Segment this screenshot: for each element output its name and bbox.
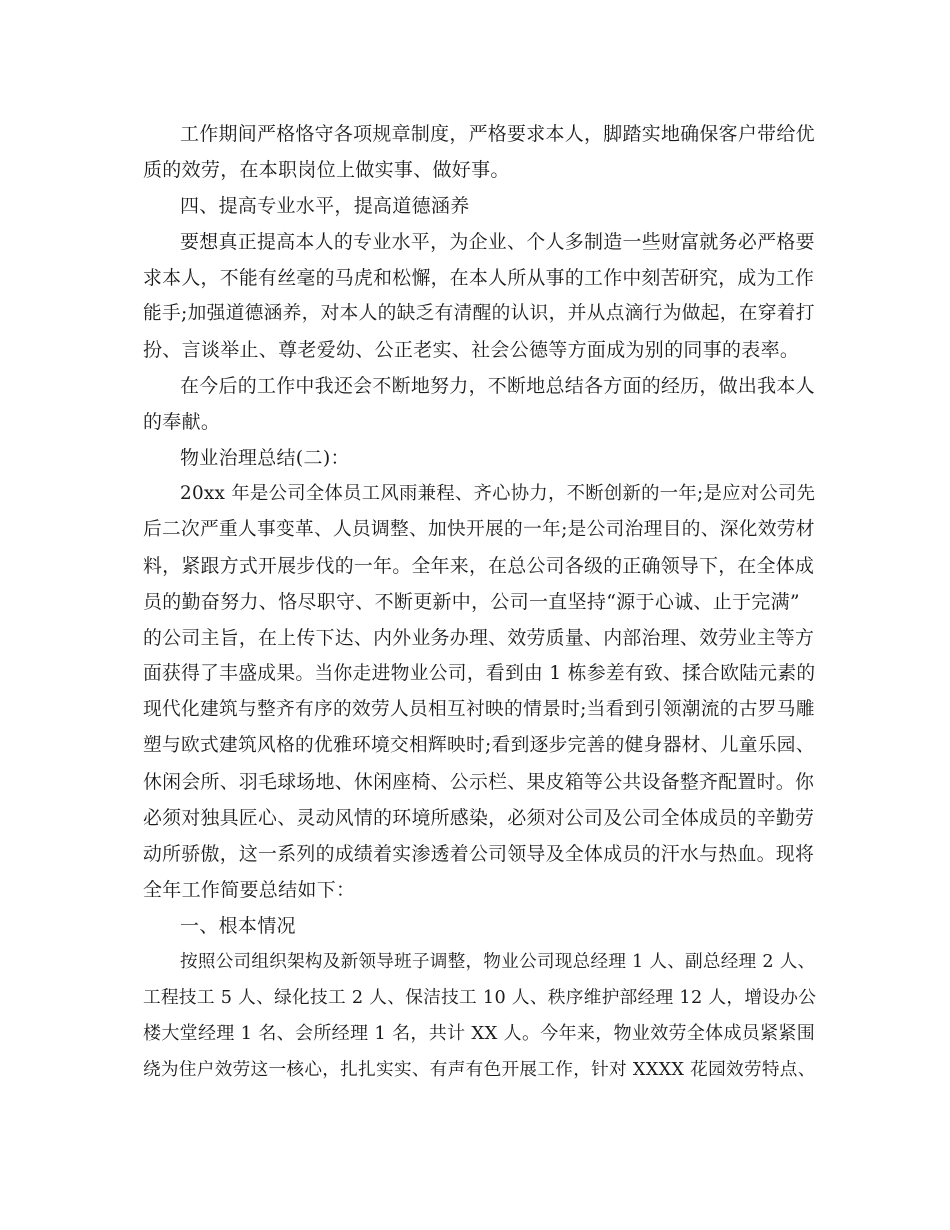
section-heading: 四、提高专业水平，提高道德涵养: [180, 195, 470, 217]
paragraph-line: 塑与欧式建筑风格的优雅环境交相辉映时;看到逐步完善的健身器材、儿童乐园、: [143, 735, 815, 756]
paragraph-line: 的奉献。: [143, 411, 221, 433]
paragraph-line: 楼大堂经理 1 名、会所经理 1 名，共计 XX 人。今年来，物业效劳全体成员紧紧围: [143, 1023, 816, 1044]
paragraph-line: 扮、言谈举止、尊老爱幼、公正老实、社会公德等方面成为别的同事的表率。: [143, 339, 800, 361]
paragraph-line: 面获得了丰盛成果。当你走进物业公司，看到由 1 栋参差有致、揉合欧陆元素的: [143, 663, 816, 684]
section-heading: 物业治理总结(二)：: [180, 447, 350, 469]
paragraph-line: 料，紧跟方式开展步伐的一年。全年来，在总公司各级的正确领导下，在全体成: [143, 555, 815, 577]
section-heading: 一、根本情况: [180, 915, 296, 937]
paragraph-line: 的公司主旨，在上传下达、内外业务办理、效劳质量、内部治理、效劳业主等方: [143, 627, 815, 649]
paragraph-line: 休闲会所、羽毛球场地、休闲座椅、公示栏、果皮箱等公共设备整齐配置时。你: [143, 771, 815, 793]
paragraph-line: 质的效劳，在本职岗位上做实事、做好事。: [143, 159, 510, 181]
paragraph-line: 后二次严重人事变革、人员调整、加快开展的一年;是公司治理目的、深化效劳材: [143, 519, 815, 540]
paragraph-line: 全年工作简要总结如下：: [143, 879, 356, 901]
paragraph-line: 能手;加强道德涵养，对本人的缺乏有清醒的认识，并从点滴行为做起，在穿着打: [143, 303, 815, 324]
paragraph-line: 20xx 年是公司全体员工风雨兼程、齐心协力，不断创新的一年;是应对公司先: [180, 483, 816, 504]
paragraph-line: 必须对独具匠心、灵动风情的环境所感染，必须对公司及公司全体成员的辛勤劳: [143, 807, 815, 829]
paragraph-line: 动所骄傲，这一系列的成绩着实渗透着公司领导及全体成员的汗水与热血。现将: [143, 843, 815, 865]
paragraph-line: 绕为住户效劳这一核心，扎扎实实、有声有色开展工作，针对 XXXX 花园效劳特点、: [143, 1060, 816, 1080]
paragraph-line: 现代化建筑与整齐有序的效劳人员相互衬映的情景时;当看到引领潮流的古罗马雕: [143, 699, 815, 720]
paragraph-line: 工作期间严格恪守各项规章制度，严格要求本人，脚踏实地确保客户带给优: [180, 123, 815, 145]
paragraph-line: 求本人，不能有丝毫的马虎和松懈，在本人所从事的工作中刻苦研究，成为工作: [143, 267, 815, 289]
paragraph-line: 员的勤奋努力、恪尽职守、不断更新中，公司一直坚持“源于心诚、止于完满”: [143, 591, 800, 613]
paragraph-line: 在今后的工作中我还会不断地努力，不断地总结各方面的经历，做出我本人: [180, 375, 815, 397]
paragraph-line: 要想真正提高本人的专业水平，为企业、个人多制造一些财富就务必严格要: [180, 231, 815, 253]
paragraph-line: 工程技工 5 人、绿化技工 2 人、保洁技工 10 人、秩序维护部经理 12 人，增设办公: [143, 988, 817, 1008]
paragraph-line: 按照公司组织架构及新领导班子调整，物业公司现总经理 1 人、副总经理 2 人、: [180, 952, 816, 972]
